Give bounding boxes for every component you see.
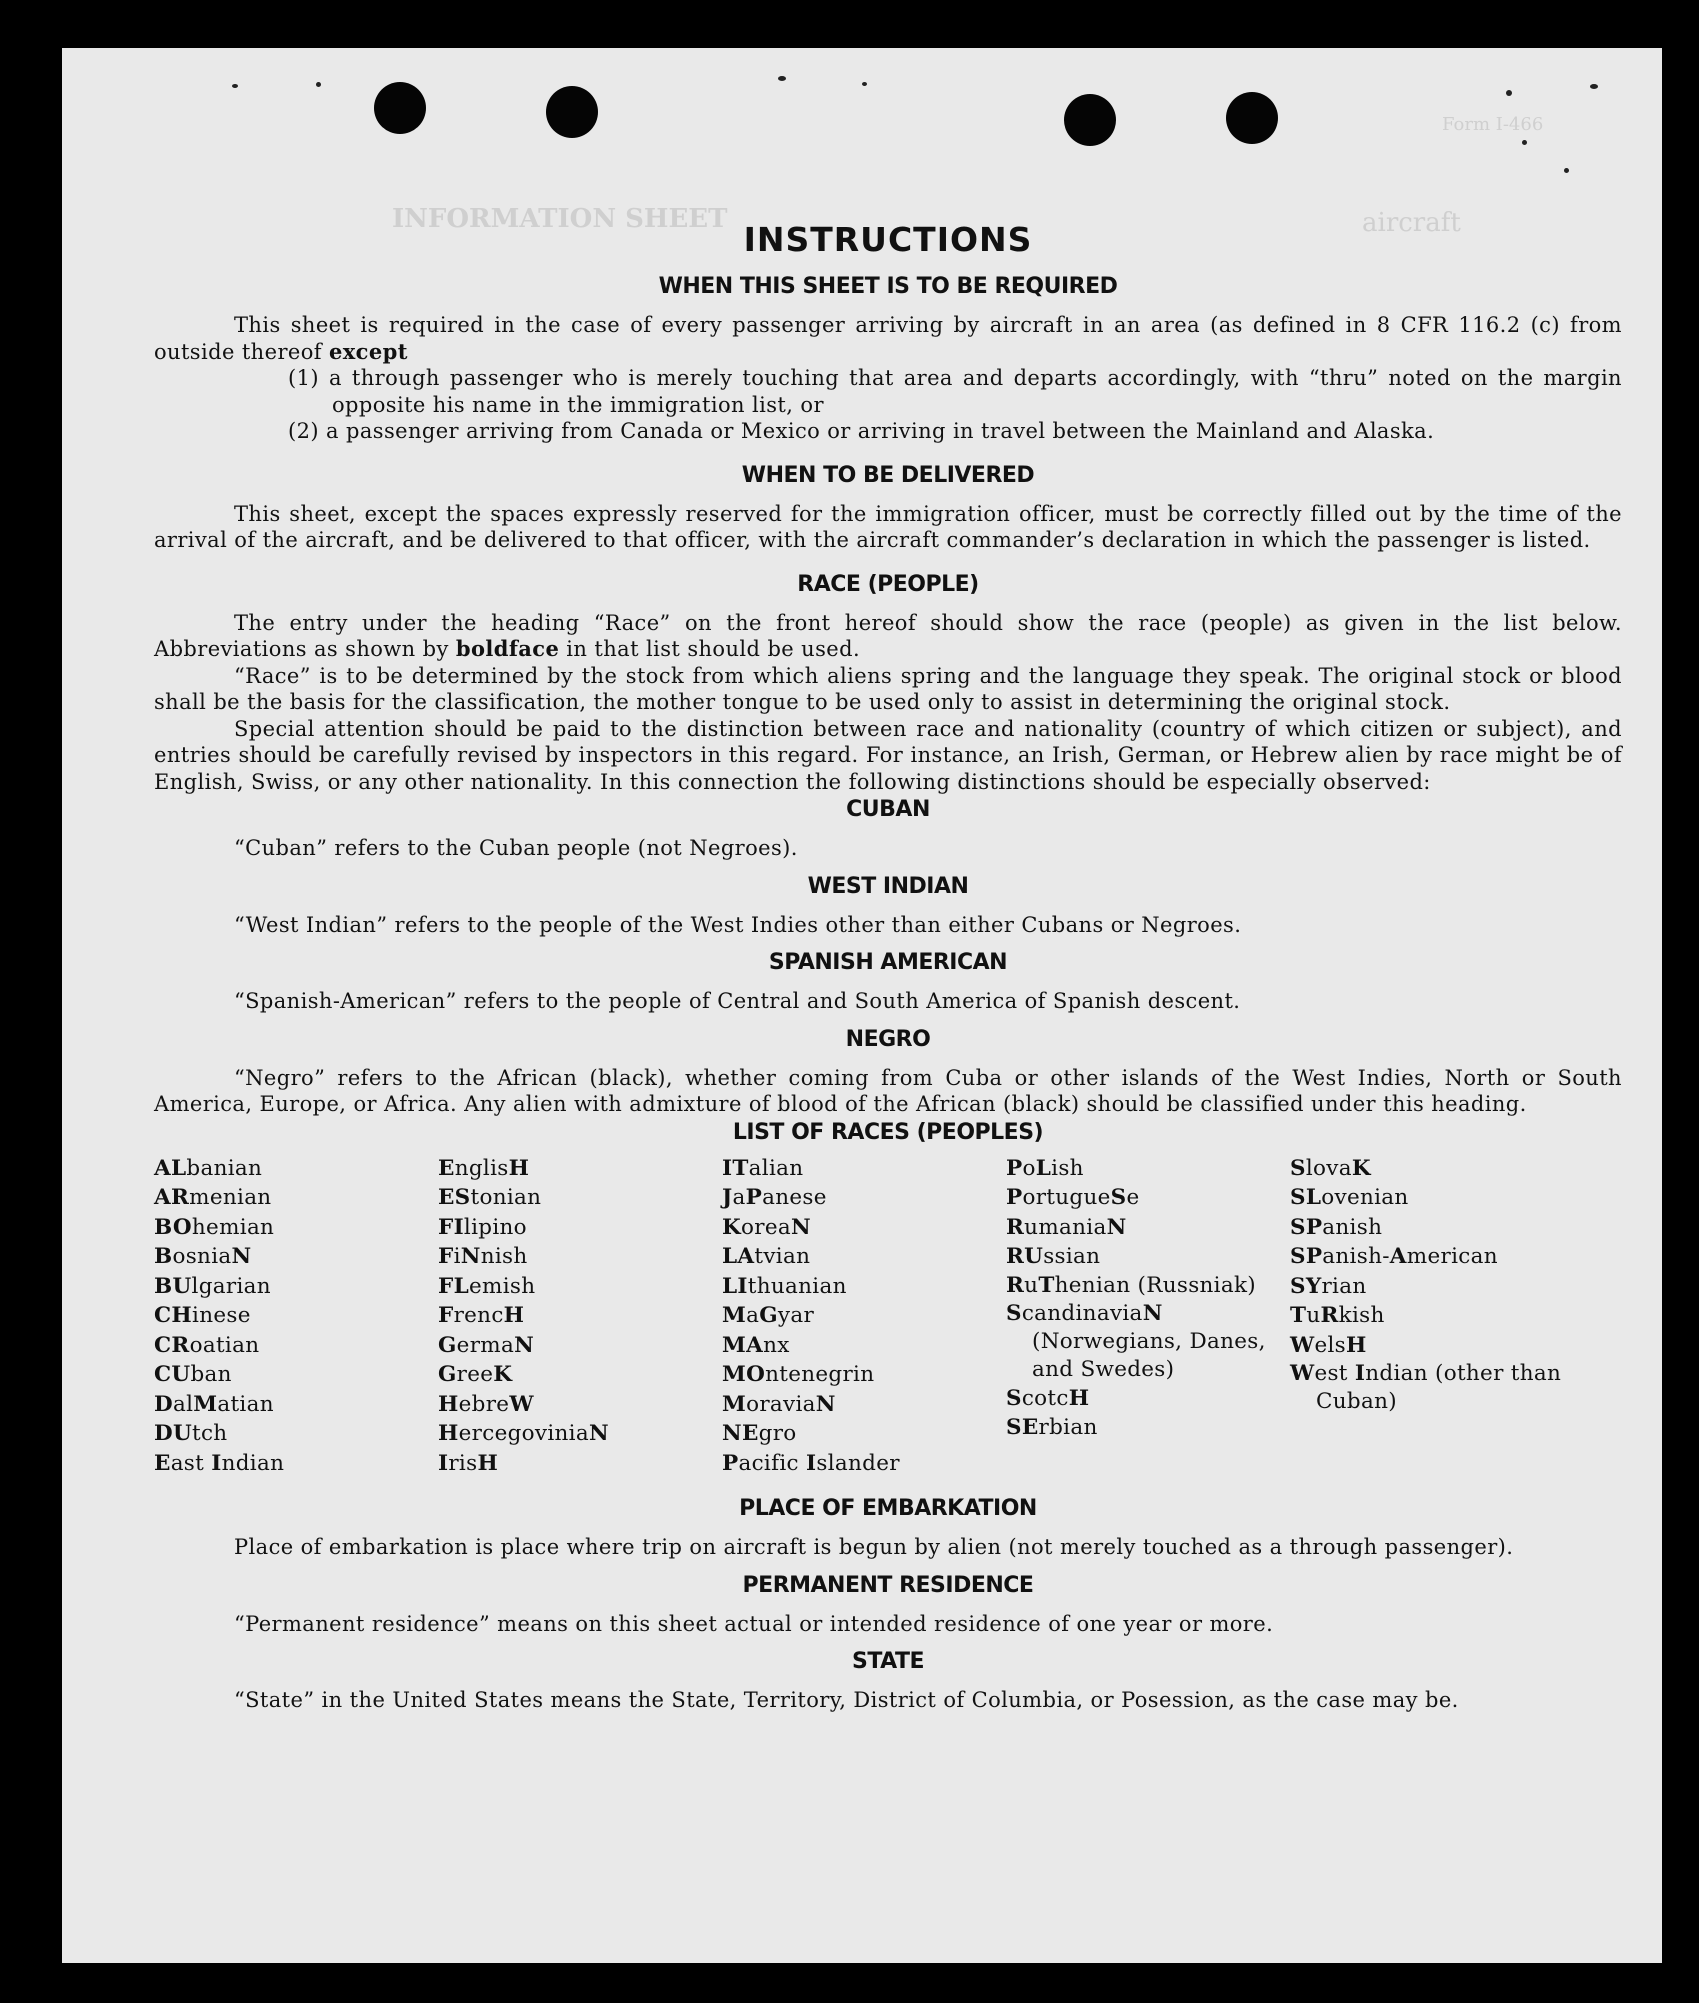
race-paragraph-3: Special attention should be paid to the distinction between race and nationality (country of which citizen or subject), and entries should be carefully revised by inspectors in this regard. For instance, an Irish, German, or Hebrew alien by race might be of English, Swiss, or any other nationality. In this connection the following distinctions should be especially observed: xyxy=(154,716,1622,794)
race-entry: RumaniaN xyxy=(1006,1214,1127,1240)
race-entry: FrencH xyxy=(438,1303,525,1328)
heading-state: STATE xyxy=(852,1649,924,1674)
cuban-text: “Cuban” refers to the Cuban people (not Negroes). xyxy=(234,836,798,860)
race-entry: TuRkish xyxy=(1290,1303,1385,1328)
race-entry: GermaN xyxy=(438,1332,535,1358)
speck xyxy=(316,82,321,87)
race-entry: HercegoviniaN xyxy=(438,1421,609,1446)
exception-list xyxy=(154,365,1622,445)
race-list xyxy=(154,1154,1622,1479)
punch-hole xyxy=(1064,94,1116,146)
race-entry: MAnx xyxy=(722,1332,790,1358)
race-entry: HebreW xyxy=(438,1391,534,1417)
race-entry: BOhemian xyxy=(154,1214,275,1240)
race-entry: RUssian xyxy=(1006,1244,1101,1269)
race-entry: LAtvian xyxy=(722,1244,811,1269)
heading-when-delivered: WHEN TO BE DELIVERED xyxy=(741,462,1035,488)
race-entry: MaGyar xyxy=(722,1303,815,1328)
race-column xyxy=(1006,1154,1290,1479)
race-entry: EStonian xyxy=(438,1185,542,1210)
race-column xyxy=(722,1154,1006,1479)
race-entry: CRoatian xyxy=(154,1332,260,1358)
race-entry: RuThenian (Russniak) xyxy=(1006,1272,1256,1298)
race-entry: DUtch xyxy=(154,1421,228,1446)
race-entry: ITalian xyxy=(722,1155,804,1181)
race-entry: PortugueSe xyxy=(1006,1185,1140,1210)
punch-hole xyxy=(1226,92,1278,144)
race-entry: SlovaK xyxy=(1290,1155,1371,1181)
speck xyxy=(862,82,867,86)
spanish-american-text: “Spanish-American” refers to the people of Central and South America of Spanish descent. xyxy=(234,989,1241,1013)
race-entry: FiNnish xyxy=(438,1244,528,1269)
heading-permanent-residence: PERMANENT RESIDENCE xyxy=(742,1572,1034,1598)
race-column xyxy=(1290,1154,1574,1479)
heading-race: RACE (PEOPLE) xyxy=(797,571,979,597)
race-entry: PoLish xyxy=(1006,1155,1084,1181)
race-entry: EnglisH xyxy=(438,1155,530,1181)
race-entry: NEgro xyxy=(722,1421,797,1446)
exception-item: (2) a passenger arriving from Canada or Mexico or arriving in travel between the Mainland and Alaska. xyxy=(288,419,1435,443)
race-entry: ARmenian xyxy=(154,1185,272,1210)
race-entry: DalMatian xyxy=(154,1391,274,1417)
race-paragraph-2: “Race” is to be determined by the stock from which aliens spring and the language they speak. The original stock or blood shall be the basis for the classification, the mother tongue to be used only to assist in determining the original stock. xyxy=(154,663,1622,714)
west-indian-text: “West Indian” refers to the people of the West Indies other than either Cubans or Negroes. xyxy=(234,912,1242,937)
residence-text: “Permanent residence” means on this sheet actual or intended residence of one year or more. xyxy=(234,1611,1274,1636)
race-entry: West Indian (other than Cuban) xyxy=(1290,1361,1562,1414)
race-entry: SLovenian xyxy=(1290,1185,1409,1210)
race-entry: MOntenegrin xyxy=(722,1362,875,1387)
heading-negro: NEGRO xyxy=(845,1026,931,1052)
except-bold: except xyxy=(329,338,408,364)
when-delivered-text: This sheet, except the spaces expressly reserved for the immigration officer, must be correctly filled out by the time of the arrival of the aircraft, and be delivered to that officer, with the aircraft commander’s declaration in which the passenger is listed. xyxy=(154,501,1622,552)
heading-list-of-races: LIST OF RACES (PEOPLES) xyxy=(732,1119,1044,1145)
race-entry: SErbian xyxy=(1006,1415,1098,1440)
speck xyxy=(1590,84,1598,89)
speck xyxy=(1506,90,1512,96)
race-entry: ALbanian xyxy=(154,1155,263,1181)
race-entry: ScandinaviaN (Norwegians, Danes, and Swedes) xyxy=(1006,1300,1266,1382)
race-entry: JaPanese xyxy=(722,1185,827,1210)
race-entry: KoreaN xyxy=(722,1214,811,1240)
heading-west-indian: WEST INDIAN xyxy=(807,873,969,899)
race-entry: BosniaN xyxy=(154,1244,252,1269)
speck xyxy=(232,84,238,88)
punch-hole xyxy=(374,82,426,134)
race-entry: GreeK xyxy=(438,1362,513,1387)
race-entry: Pacific Islander xyxy=(722,1450,900,1476)
bleed-through-heading: INFORMATION SHEET xyxy=(392,204,728,234)
page-title: INSTRUCTIONS xyxy=(743,220,1033,259)
punch-hole xyxy=(546,86,598,138)
race-entry: IrisH xyxy=(438,1450,499,1476)
race-column xyxy=(438,1154,722,1479)
race-entry: FIlipino xyxy=(438,1214,527,1240)
race-entry: CUban xyxy=(154,1362,232,1387)
embarkation-text: Place of embarkation is place where trip on aircraft is begun by alien (not merely touched as a through passenger). xyxy=(234,1535,1514,1559)
document-page xyxy=(62,48,1662,1963)
instructions-body xyxy=(154,168,1622,1714)
race-entry: MoraviaN xyxy=(722,1391,836,1417)
heading-when-required: WHEN THIS SHEET IS TO BE REQUIRED xyxy=(658,274,1118,299)
race-entry: FLemish xyxy=(438,1273,536,1299)
state-text: “State” in the United States means the State, Territory, District of Columbia, or Posession, as the case may be. xyxy=(234,1688,1459,1712)
heading-spanish-american: SPANISH AMERICAN xyxy=(768,950,1008,975)
speck xyxy=(1522,140,1527,145)
exception-item: (1) a through passenger who is merely touching that area and departs accordingly, with “thru” noted on the margin opposite his name in the immigration list, or xyxy=(288,366,1622,417)
race-entry: SPanish xyxy=(1290,1214,1383,1240)
race-column xyxy=(154,1154,438,1479)
race-entry: East Indian xyxy=(154,1450,285,1476)
race-entry: WelsH xyxy=(1290,1332,1367,1358)
negro-text: “Negro” refers to the African (black), whether coming from Cuba or other islands of the West Indies, North or South America, Europe, or Africa. Any alien with admixture of blood of the African (black) should be classified under this heading. xyxy=(154,1065,1622,1116)
race-entry: SYrian xyxy=(1290,1273,1367,1299)
race-paragraph-1: The entry under the heading “Race” on the front hereof should show the race (people) as given in the list below. Abbreviations as shown by boldface in that list should be used. xyxy=(154,610,1622,661)
bleed-through-text: aircraft xyxy=(1362,208,1461,238)
race-entry: SPanish-American xyxy=(1290,1244,1498,1269)
heading-cuban: CUBAN xyxy=(846,797,930,822)
heading-embarkation: PLACE OF EMBARKATION xyxy=(739,1496,1037,1521)
speck xyxy=(778,76,786,81)
bleed-through-form-number: Form I-466 xyxy=(1442,114,1544,135)
race-entry: LIthuanian xyxy=(722,1273,847,1299)
race-entry: ScotcH xyxy=(1006,1385,1090,1411)
race-entry: CHinese xyxy=(154,1303,251,1328)
race-entry: BUlgarian xyxy=(154,1273,271,1299)
when-required-intro: This sheet is required in the case of every passenger arriving by aircraft in an area (as defined in 8 CFR 116.2 (c) from outside thereof except xyxy=(154,313,1622,364)
